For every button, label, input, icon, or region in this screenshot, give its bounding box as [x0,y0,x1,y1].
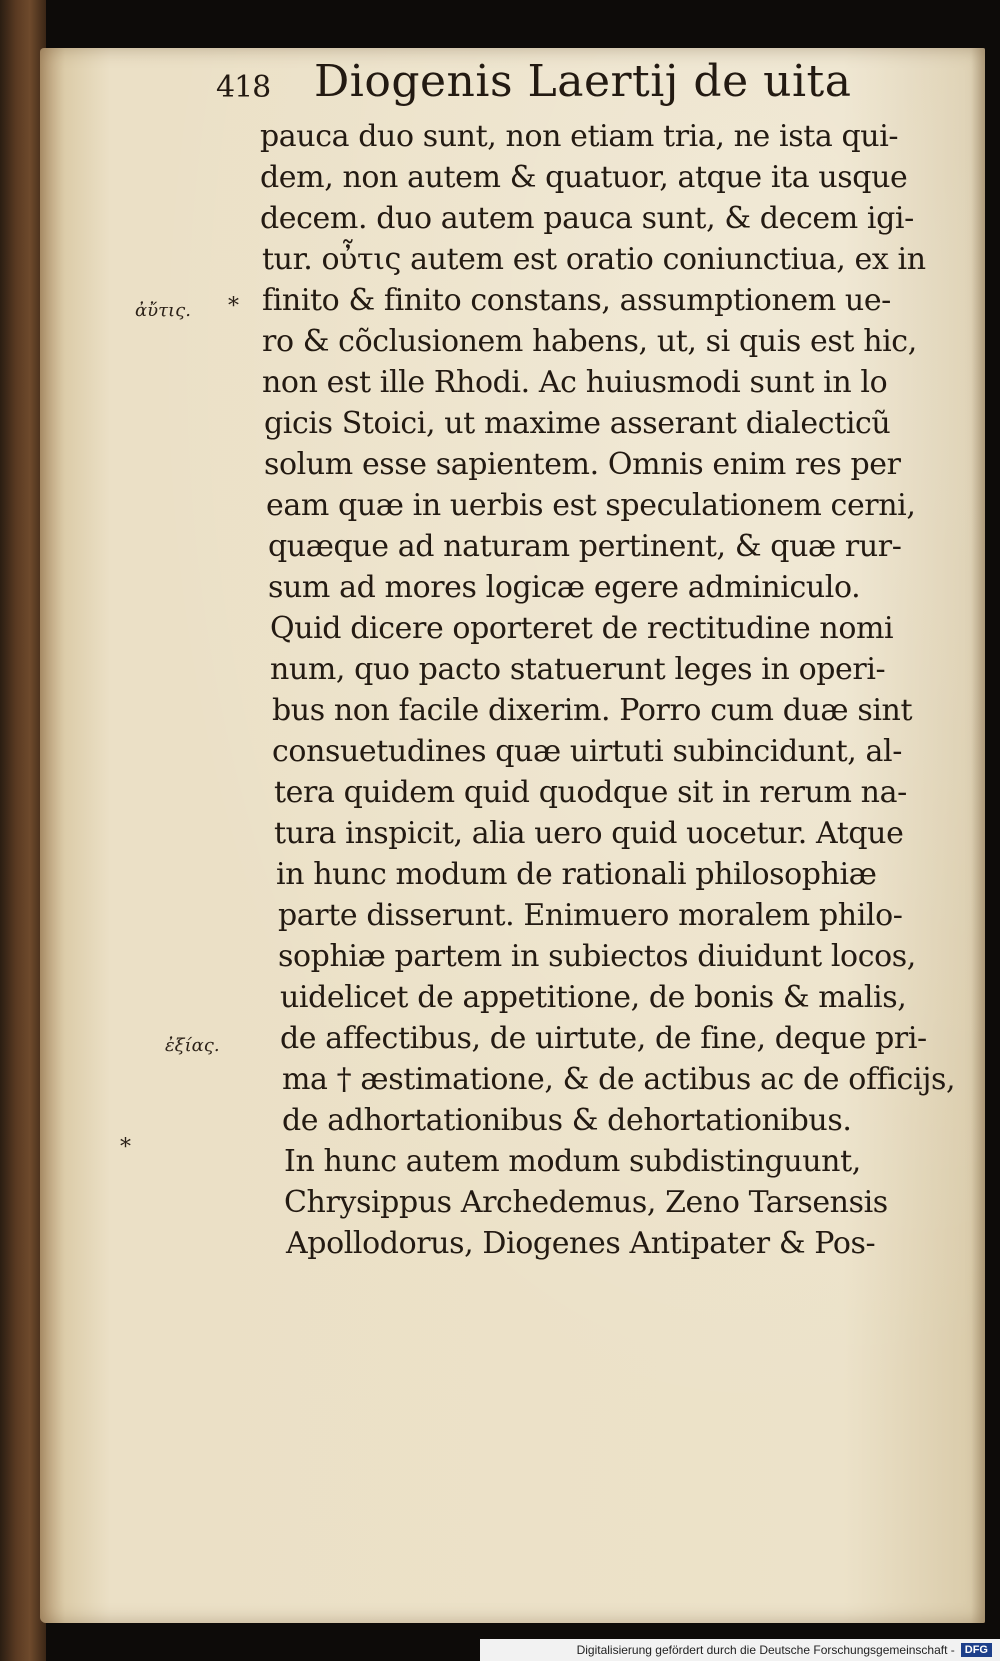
text-line-25: de adhortationibus & dehortationibus. [282,1103,852,1138]
text-line-2: dem, non autem & quatuor, atque ita usque [260,160,908,195]
text-line-14: num, quo pacto statuerunt leges in operi- [270,652,886,687]
text-line-17: tera quidem quid quodque sit in rerum na- [274,775,907,810]
page-header [216,56,856,116]
margin-note-greek-1: ἀὔτις. [135,300,191,321]
text-line-22: uidelicet de appetitione, de bonis & malis, [280,980,907,1015]
digitization-credit-text: Digitalisierung gefördert durch die Deutsche Forschungsgemeinschaft - [576,1643,955,1657]
digitization-credit-banner [480,1639,1000,1661]
page-number: 418 [216,70,271,105]
text-line-8: gicis Stoici, ut maxime asserant dialecticũ [264,406,891,441]
margin-note-greek-2: ἐξίας. [165,1035,220,1056]
text-line-19: in hunc modum de rationali philosophiæ [276,857,877,892]
text-line-7: non est ille Rhodi. Ac huiusmodi sunt in lo [262,365,888,400]
text-line-16: consuetudines quæ uirtuti subincidunt, al- [272,734,902,769]
text-line-24: ma † æstimatione, & de actibus ac de officijs, [282,1062,956,1097]
text-line-4: tur. οὖτις autem est oratio coniunctiua, ex in [262,242,926,277]
dfg-logo: DFG [961,1643,992,1657]
body-text [220,116,956,1264]
text-line-3: decem. duo autem pauca sunt, & decem igi- [260,201,914,236]
text-line-12: sum ad mores logicæ egere adminiculo. [268,570,861,605]
page-edge-shadow [971,48,985,1623]
text-line-9: solum esse sapientem. Omnis enim res per [264,447,901,482]
text-line-10: eam quæ in uerbis est speculationem cerni, [266,488,916,523]
running-title: Diogenis Laertij de uita [314,56,852,107]
text-line-6: ro & cõclusionem habens, ut, si quis est hic, [262,324,917,359]
text-line-21: sophiæ partem in subiectos diuidunt locos, [278,939,916,974]
text-line-27: Chrysippus Archedemus, Zeno Tarsensis [284,1185,888,1220]
margin-asterisk-2: * [120,1135,131,1160]
text-line-18: tura inspicit, alia uero quid uocetur. Atque [274,816,904,851]
text-line-20: parte disserunt. Enimuero moralem philo- [278,898,903,933]
text-line-11: quæque ad naturam pertinent, & quæ rur- [268,529,902,564]
margin-asterisk-1: * [228,294,239,319]
text-line-5: finito & finito constans, assumptionem ue- [262,283,891,318]
text-line-13: Quid dicere oporteret de rectitudine nomi [270,611,894,646]
text-line-23: de affectibus, de uirtute, de fine, deque pri- [280,1021,927,1056]
text-line-26: In hunc autem modum subdistinguunt, [284,1144,861,1179]
text-line-15: bus non facile dixerim. Porro cum duæ sint [272,693,913,728]
text-line-1: pauca duo sunt, non etiam tria, ne ista qui- [260,119,899,154]
text-line-28: Apollodorus, Diogenes Antipater & Pos- [286,1226,876,1261]
